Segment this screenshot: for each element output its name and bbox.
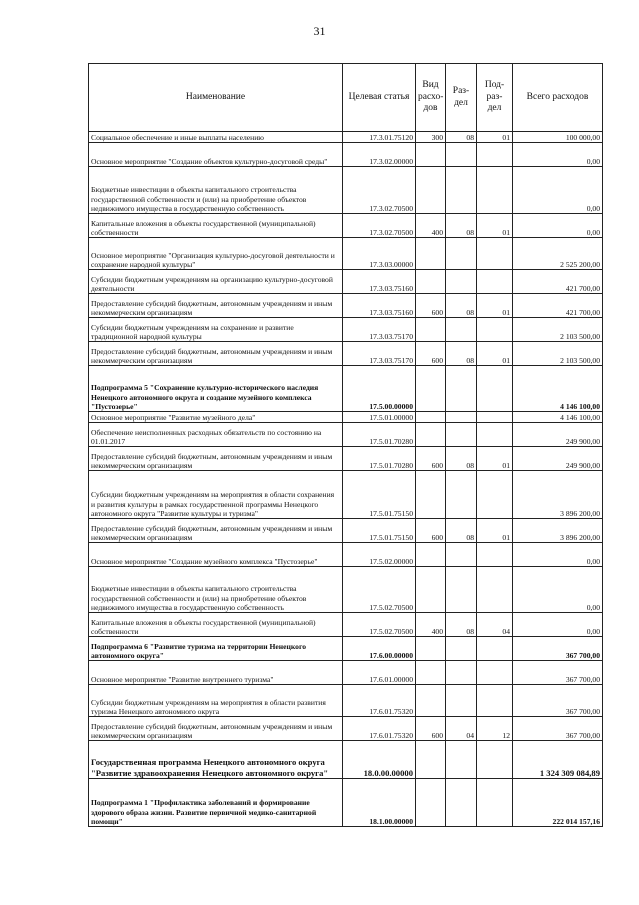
row-name: Основное мероприятие "Развитие внутреннего туризма" xyxy=(89,661,343,685)
row-name: Предоставление субсидий бюджетным, автономным учреждениям и иным некоммерческим организациям xyxy=(89,447,343,471)
page-number: 31 xyxy=(313,24,326,38)
row-podrazdel xyxy=(477,412,513,423)
row-target-code: 17.6.01.00000 xyxy=(343,661,416,685)
row-name: Предоставление субсидий бюджетным, автономным учреждениям и иным некоммерческим организациям xyxy=(89,342,343,366)
row-amount: 4 146 100,00 xyxy=(513,366,603,412)
row-target-code: 17.5.00.00000 xyxy=(343,366,416,412)
row-razdel xyxy=(446,167,477,214)
row-name: Основное мероприятие "Организация культурно-досуговой деятельности и сохранение народной культуры" xyxy=(89,238,343,270)
row-target-code: 17.6.01.75320 xyxy=(343,717,416,741)
row-target-code: 17.5.01.00000 xyxy=(343,412,416,423)
row-razdel: 08 xyxy=(446,519,477,543)
row-target-code: 17.5.01.75150 xyxy=(343,519,416,543)
row-podrazdel xyxy=(477,637,513,661)
row-podrazdel xyxy=(477,366,513,412)
table-row xyxy=(89,637,603,661)
row-target-code: 17.6.01.75320 xyxy=(343,685,416,717)
row-vid: 600 xyxy=(416,717,446,741)
row-name: Подпрограмма 1 "Профилактика заболеваний и формирование здорового образа жизни. Развитие первичной медико-санитарной помощи" xyxy=(89,779,343,827)
row-podrazdel xyxy=(477,741,513,779)
row-podrazdel xyxy=(477,270,513,294)
table-row xyxy=(89,717,603,741)
row-name: Основное мероприятие "Создание музейного комплекса "Пустозерье" xyxy=(89,543,343,567)
row-podrazdel: 04 xyxy=(477,613,513,637)
row-amount: 2 103 500,00 xyxy=(513,342,603,366)
table-row xyxy=(89,238,603,270)
header-name: Наименование xyxy=(89,64,343,132)
row-podrazdel xyxy=(477,471,513,519)
row-target-code: 17.3.01.75120 xyxy=(343,132,416,143)
row-razdel xyxy=(446,567,477,613)
row-amount: 0,00 xyxy=(513,613,603,637)
row-target-code: 17.3.03.75170 xyxy=(343,342,416,366)
row-razdel xyxy=(446,270,477,294)
row-podrazdel xyxy=(477,238,513,270)
table-row xyxy=(89,412,603,423)
row-podrazdel: 01 xyxy=(477,447,513,471)
row-razdel xyxy=(446,143,477,167)
table-row xyxy=(89,685,603,717)
row-podrazdel xyxy=(477,567,513,613)
table-row xyxy=(89,342,603,366)
row-razdel: 04 xyxy=(446,717,477,741)
row-name: Капитальные вложения в объекты государственной (муниципальной) собственности xyxy=(89,613,343,637)
row-target-code: 17.5.01.75150 xyxy=(343,471,416,519)
row-podrazdel: 01 xyxy=(477,342,513,366)
row-name: Бюджетные инвестиции в объекты капитального строительства государственной собственности и (или) на приобретение объектов недвижимого имущества в государственную собственность xyxy=(89,167,343,214)
row-razdel: 08 xyxy=(446,342,477,366)
row-target-code: 17.5.02.70500 xyxy=(343,613,416,637)
row-amount: 2 525 200,00 xyxy=(513,238,603,270)
table-row xyxy=(89,214,603,238)
row-vid: 400 xyxy=(416,214,446,238)
row-name: Основное мероприятие "Развитие музейного дела" xyxy=(89,412,343,423)
header-podrazdel: Под- раз- дел xyxy=(477,64,513,132)
table-row xyxy=(89,519,603,543)
row-vid xyxy=(416,238,446,270)
row-razdel: 08 xyxy=(446,214,477,238)
row-vid xyxy=(416,471,446,519)
row-name: Бюджетные инвестиции в объекты капитального строительства государственной собственности и (или) на приобретение объектов недвижимого имущества в государственную собственность xyxy=(89,567,343,613)
row-target-code: 18.0.00.00000 xyxy=(343,741,416,779)
row-razdel xyxy=(446,637,477,661)
header-razdel: Раз- дел xyxy=(446,64,477,132)
table-row xyxy=(89,270,603,294)
row-podrazdel xyxy=(477,167,513,214)
row-podrazdel: 01 xyxy=(477,132,513,143)
header-vid: Вид расхо- дов xyxy=(416,64,446,132)
row-amount: 222 014 157,16 xyxy=(513,779,603,827)
table-row xyxy=(89,661,603,685)
row-vid xyxy=(416,543,446,567)
row-target-code: 17.3.03.75160 xyxy=(343,270,416,294)
row-target-code: 17.6.00.00000 xyxy=(343,637,416,661)
row-amount: 249 900,00 xyxy=(513,423,603,447)
row-razdel xyxy=(446,741,477,779)
budget-table xyxy=(88,63,603,827)
row-amount: 249 900,00 xyxy=(513,447,603,471)
row-razdel: 08 xyxy=(446,294,477,318)
table-row xyxy=(89,167,603,214)
row-target-code: 17.3.03.75160 xyxy=(343,294,416,318)
row-podrazdel xyxy=(477,423,513,447)
row-vid xyxy=(416,270,446,294)
row-amount: 1 324 309 084,89 xyxy=(513,741,603,779)
row-razdel xyxy=(446,423,477,447)
row-vid xyxy=(416,412,446,423)
row-razdel xyxy=(446,318,477,342)
row-amount: 0,00 xyxy=(513,543,603,567)
row-amount: 367 700,00 xyxy=(513,637,603,661)
row-vid xyxy=(416,143,446,167)
table-row xyxy=(89,741,603,779)
row-name: Субсидии бюджетным учреждениям на сохранение и развитие традиционной народной культуры xyxy=(89,318,343,342)
row-amount: 100 000,00 xyxy=(513,132,603,143)
row-podrazdel: 01 xyxy=(477,214,513,238)
row-name: Обеспечение неисполненных расходных обязательств по состоянию на 01.01.2017 xyxy=(89,423,343,447)
table-row xyxy=(89,132,603,143)
row-target-code: 17.5.01.70280 xyxy=(343,447,416,471)
row-target-code: 17.5.01.70280 xyxy=(343,423,416,447)
row-vid: 600 xyxy=(416,294,446,318)
table-row xyxy=(89,143,603,167)
table-row xyxy=(89,447,603,471)
row-target-code: 17.3.03.00000 xyxy=(343,238,416,270)
row-vid: 600 xyxy=(416,447,446,471)
row-name: Предоставление субсидий бюджетным, автономным учреждениям и иным некоммерческим организациям xyxy=(89,519,343,543)
row-name: Субсидии бюджетным учреждениям на организацию культурно-досуговой деятельности xyxy=(89,270,343,294)
row-target-code: 17.5.02.70500 xyxy=(343,567,416,613)
row-target-code: 17.5.02.00000 xyxy=(343,543,416,567)
table-row xyxy=(89,567,603,613)
row-amount: 421 700,00 xyxy=(513,270,603,294)
row-podrazdel: 12 xyxy=(477,717,513,741)
row-name: Капитальные вложения в объекты государственной (муниципальной) собственности xyxy=(89,214,343,238)
row-vid: 600 xyxy=(416,519,446,543)
row-razdel xyxy=(446,238,477,270)
row-podrazdel xyxy=(477,661,513,685)
table-row xyxy=(89,423,603,447)
row-target-code: 17.3.03.75170 xyxy=(343,318,416,342)
row-podrazdel xyxy=(477,143,513,167)
row-razdel xyxy=(446,685,477,717)
row-razdel: 08 xyxy=(446,447,477,471)
row-vid xyxy=(416,318,446,342)
row-razdel xyxy=(446,543,477,567)
table-row xyxy=(89,613,603,637)
row-vid xyxy=(416,741,446,779)
row-name: Основное мероприятие "Создание объектов культурно-досуговой среды" xyxy=(89,143,343,167)
row-amount: 367 700,00 xyxy=(513,717,603,741)
table-row xyxy=(89,543,603,567)
row-amount: 4 146 100,00 xyxy=(513,412,603,423)
row-vid xyxy=(416,423,446,447)
row-razdel xyxy=(446,412,477,423)
row-vid xyxy=(416,366,446,412)
row-vid: 600 xyxy=(416,342,446,366)
row-amount: 0,00 xyxy=(513,167,603,214)
table-row xyxy=(89,779,603,827)
table-row xyxy=(89,471,603,519)
row-podrazdel: 01 xyxy=(477,294,513,318)
row-name: Подпрограмма 6 "Развитие туризма на территории Ненецкого автономного округа" xyxy=(89,637,343,661)
row-vid xyxy=(416,685,446,717)
row-amount: 3 896 200,00 xyxy=(513,519,603,543)
row-amount: 0,00 xyxy=(513,567,603,613)
header-total: Всего расходов xyxy=(513,64,603,132)
row-target-code: 17.3.02.70500 xyxy=(343,167,416,214)
row-razdel xyxy=(446,366,477,412)
row-vid xyxy=(416,167,446,214)
row-name: Государственная программа Ненецкого автономного округа "Развитие здравоохранения Ненецкого автономного округа" xyxy=(89,741,343,779)
row-amount: 0,00 xyxy=(513,143,603,167)
row-name: Предоставление субсидий бюджетным, автономным учреждениям и иным некоммерческим организациям xyxy=(89,294,343,318)
row-amount: 367 700,00 xyxy=(513,685,603,717)
row-vid xyxy=(416,637,446,661)
row-podrazdel xyxy=(477,685,513,717)
row-target-code: 17.3.02.70500 xyxy=(343,214,416,238)
row-name: Субсидии бюджетным учреждениям на мероприятия в области сохранения и развития культуры в рамках государственной программы Ненецкого автономного округа "Развитие культуры и туризма" xyxy=(89,471,343,519)
row-amount: 367 700,00 xyxy=(513,661,603,685)
row-vid: 400 xyxy=(416,613,446,637)
row-name: Подпрограмма 5 "Сохранение культурно-исторического наследия Ненецкого автономного округа и создание музейного комплекса "Пустозерье" xyxy=(89,366,343,412)
row-razdel xyxy=(446,779,477,827)
row-vid xyxy=(416,661,446,685)
row-amount: 2 103 500,00 xyxy=(513,318,603,342)
row-razdel xyxy=(446,471,477,519)
row-vid xyxy=(416,567,446,613)
row-vid: 300 xyxy=(416,132,446,143)
row-razdel: 08 xyxy=(446,132,477,143)
row-podrazdel xyxy=(477,779,513,827)
row-target-code: 18.1.00.00000 xyxy=(343,779,416,827)
row-amount: 3 896 200,00 xyxy=(513,471,603,519)
row-razdel: 08 xyxy=(446,613,477,637)
row-name: Предоставление субсидий бюджетным, автономным учреждениям и иным некоммерческим организациям xyxy=(89,717,343,741)
row-vid xyxy=(416,779,446,827)
header-target: Целевая статья xyxy=(343,64,416,132)
row-target-code: 17.3.02.00000 xyxy=(343,143,416,167)
row-podrazdel xyxy=(477,543,513,567)
row-amount: 0,00 xyxy=(513,214,603,238)
row-podrazdel xyxy=(477,318,513,342)
row-name: Субсидии бюджетным учреждениям на мероприятия в области развития туризма Ненецкого автономного округа xyxy=(89,685,343,717)
table-row xyxy=(89,366,603,412)
table-row xyxy=(89,294,603,318)
row-amount: 421 700,00 xyxy=(513,294,603,318)
row-podrazdel: 01 xyxy=(477,519,513,543)
table-row xyxy=(89,318,603,342)
row-name: Социальное обеспечение и иные выплаты населению xyxy=(89,132,343,143)
header-row xyxy=(89,64,603,132)
row-razdel xyxy=(446,661,477,685)
